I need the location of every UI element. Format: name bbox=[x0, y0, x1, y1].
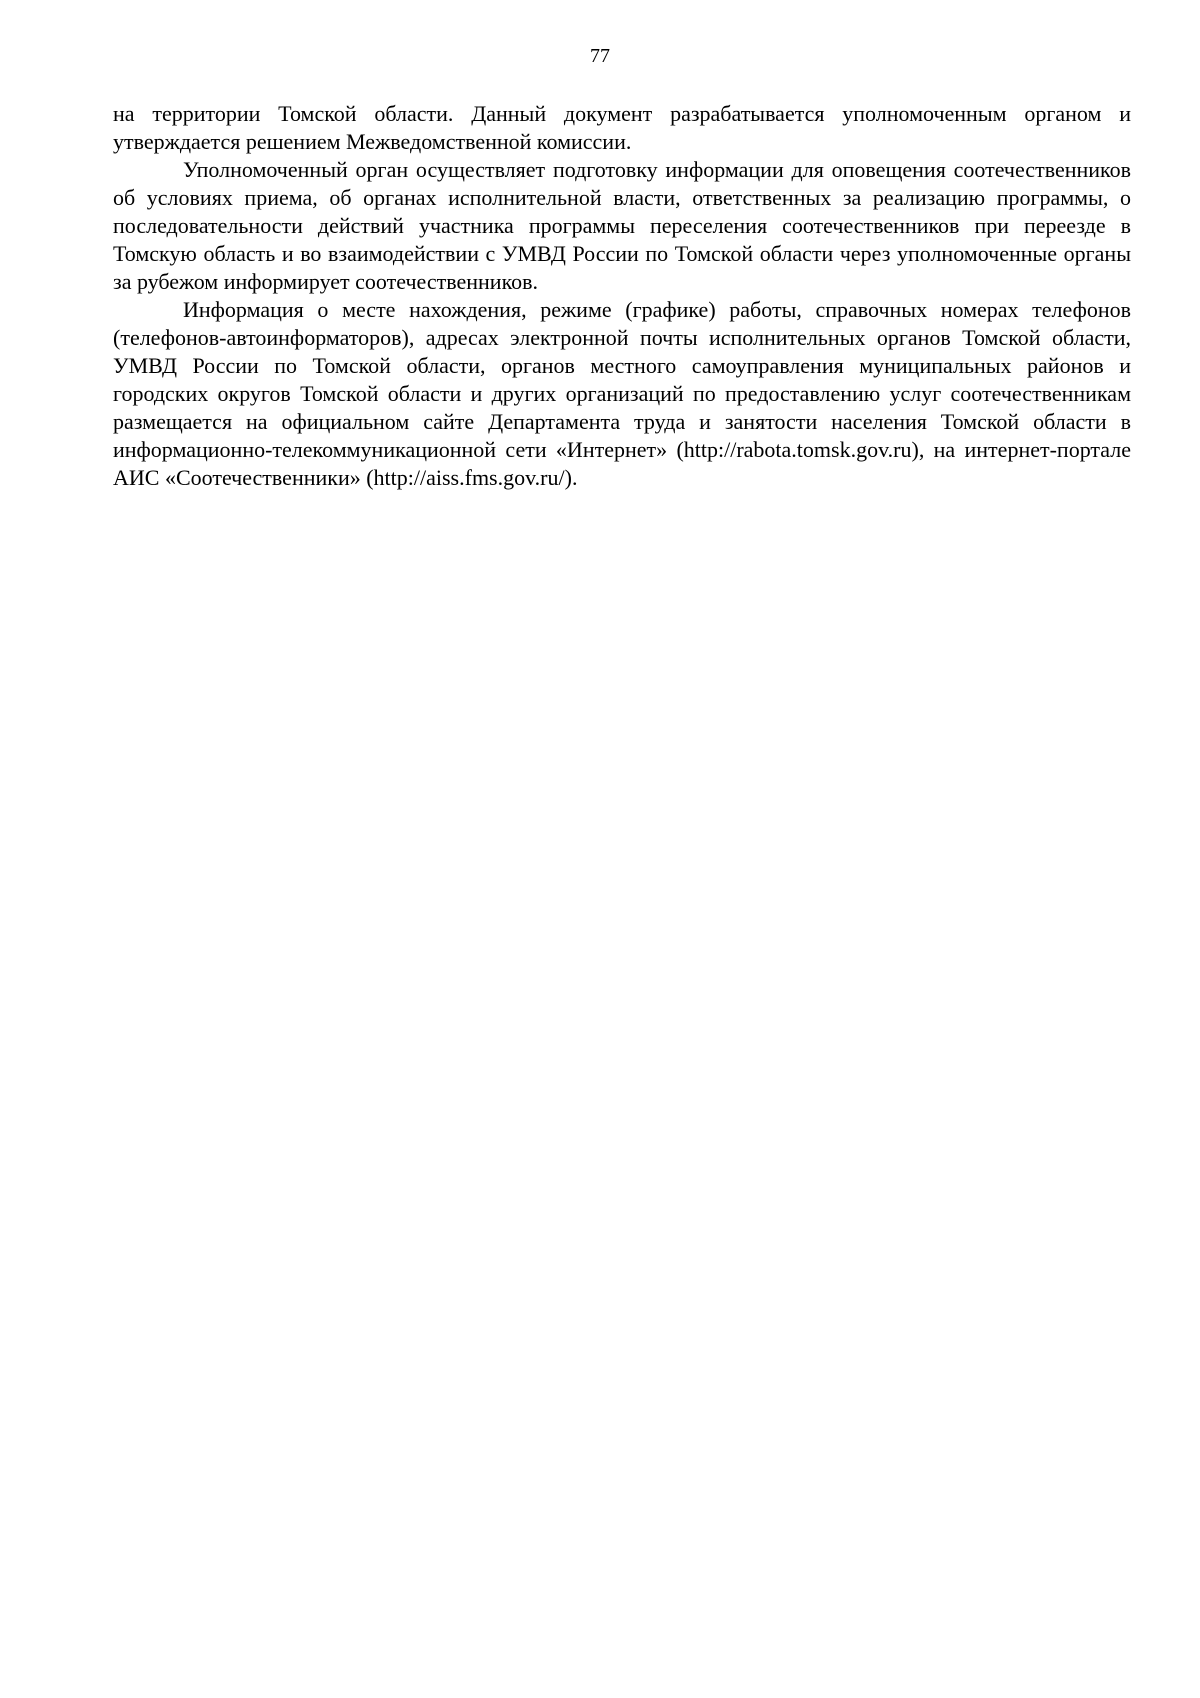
document-body bbox=[113, 100, 1131, 492]
page-number: 77 bbox=[590, 45, 610, 67]
paragraph-contact-information: Информация о месте нахождения, режиме (графике) работы, справочных номерах телефонов (телефонов-автоинформаторов), адресах электронной почты исполнительных органов Томской области, УМВД России по Томской области, органов местного самоуправления муниципальных районов и городских округов Томской области и других организаций по предоставлению услуг соотечественникам размещается на официальном сайте Департамента труда и занятости населения Томской области в информационно-телекоммуникационной сети «Интернет» (http://rabota.tomsk.gov.ru), на интернет-портале АИС «Соотечественники» (http://aiss.fms.gov.ru/). bbox=[113, 297, 1131, 490]
paragraph-continuation: на территории Томской области. Данный документ разрабатывается уполномоченным органом и утверждается решением Межведомственной комиссии. bbox=[113, 101, 1131, 154]
paragraph-notification: Уполномоченный орган осуществляет подготовку информации для оповещения соотечественников об условиях приема, об органах исполнительной власти, ответственных за реализацию программы, о последовательности действий участника программы переселения соотечественников при переезде в Томскую область и во взаимодействии с УМВД России по Томской области через уполномоченные органы за рубежом информирует соотечественников. bbox=[113, 157, 1131, 294]
